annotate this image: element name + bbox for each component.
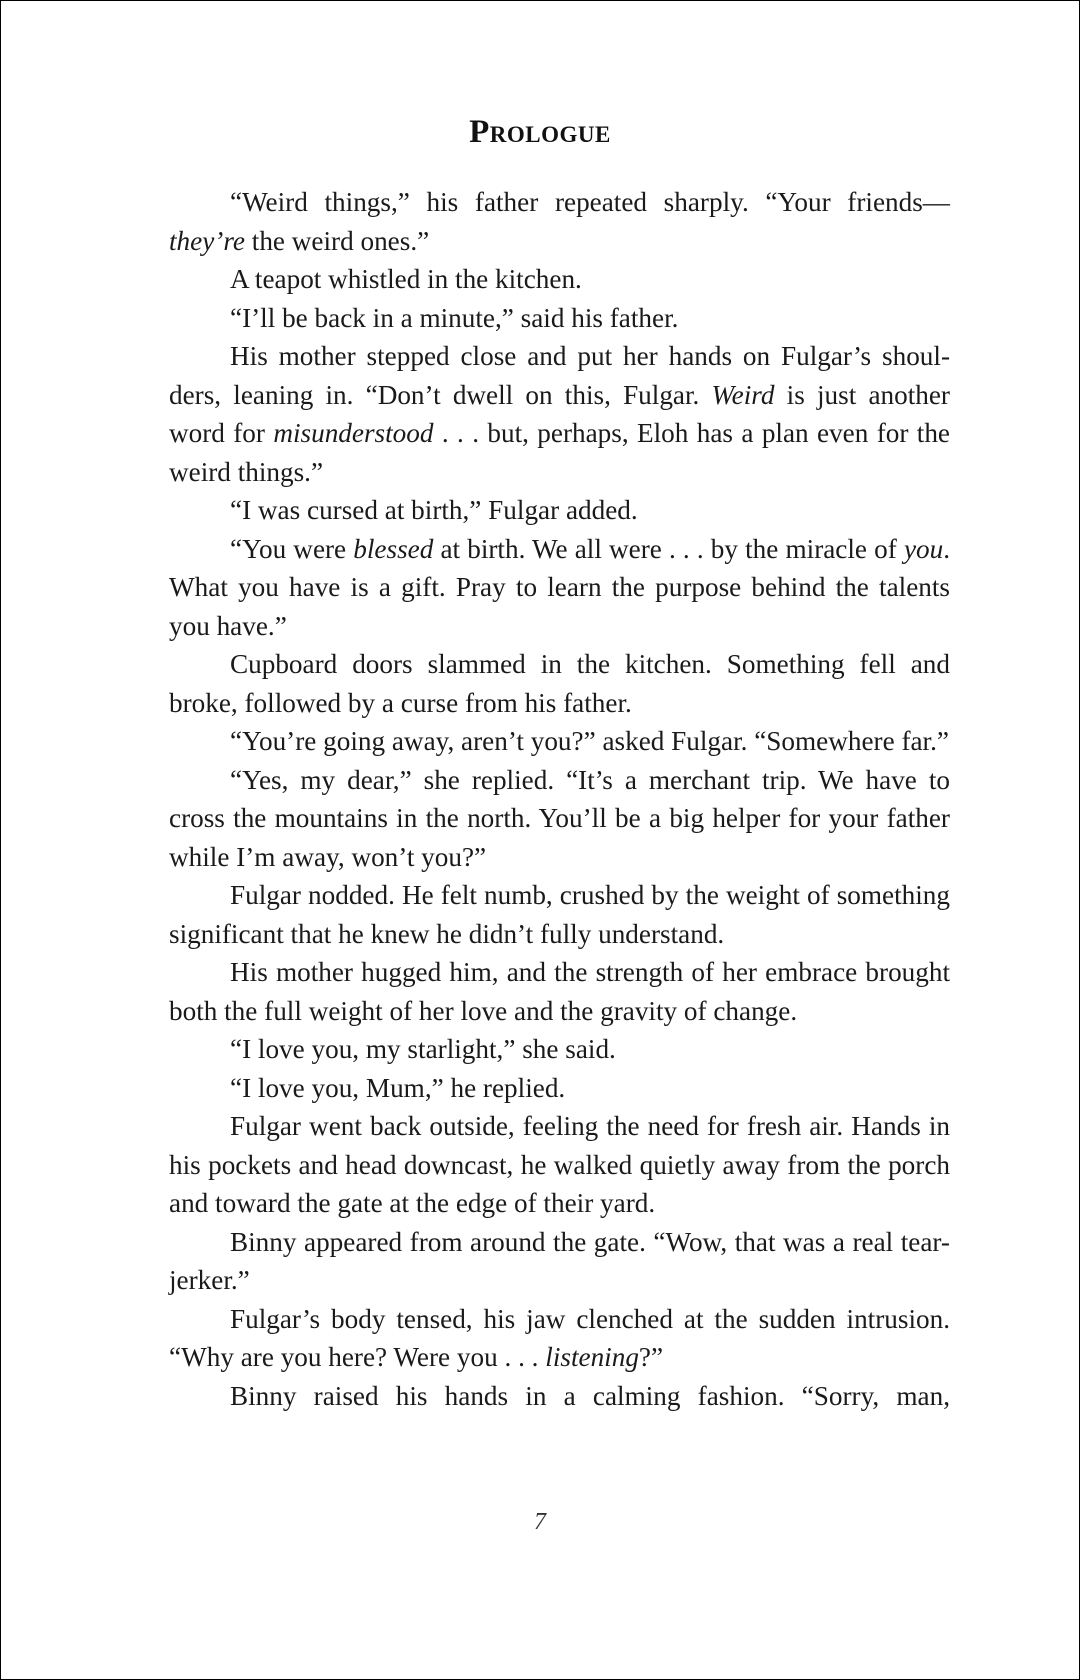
paragraph	[169, 1069, 950, 1108]
text-run: Binny raised his hands in a calming fashion. “Sorry, man,	[230, 1380, 950, 1411]
text-run: Fulgar nodded. He felt numb, crushed by the weight of something significant that he knew he didn’t fully understand.	[169, 880, 950, 949]
paragraph	[169, 1030, 950, 1069]
paragraph	[169, 491, 950, 530]
text-run: “I love you, my starlight,” she said.	[230, 1034, 616, 1064]
paragraph	[169, 876, 950, 953]
text-run: at birth. We all were . . . by the miracle of	[433, 533, 904, 564]
text-run: “You’re going away, aren’t you?” asked Fulgar. “Somewhere far.”	[230, 726, 949, 756]
italic-text: Weird	[711, 379, 775, 410]
text-run: His mother hugged him, and the strength of her embrace brought both the full weight of her love and the gravity of change.	[169, 957, 950, 1026]
paragraph	[169, 1107, 950, 1223]
text-run: Fulgar’s body tensed, his jaw clenched at the sudden intrusion. “Why are you here? Were you . . .	[169, 1303, 950, 1372]
text-run: is just another word for	[169, 379, 950, 448]
paragraph	[169, 1377, 950, 1416]
paragraph	[169, 1300, 950, 1377]
italic-text: blessed	[353, 533, 434, 564]
body-text	[169, 183, 950, 1415]
paragraph	[169, 183, 950, 260]
text-run: “You were	[230, 533, 354, 564]
text-run: “Weird things,” his father repeated sharply. “Your friends—	[230, 187, 950, 217]
paragraph	[169, 645, 950, 722]
text-run: the weird ones.”	[244, 225, 430, 256]
text-run: Binny appeared from around the gate. “Wow, that was a real tear-jerker.”	[169, 1226, 950, 1295]
text-run: “Yes, my dear,” she replied. “It’s a merchant trip. We have to cross the mountains in the north. You’ll be a big helper for your father while I’m away, won’t you?”	[169, 764, 950, 872]
italic-text: they’re	[169, 225, 245, 256]
text-run: Fulgar went back outside, feeling the need for fresh air. Hands in his pockets and head downcast, he walked quietly away from the porch and toward the gate at the edge of their yard.	[169, 1111, 950, 1218]
paragraph	[169, 722, 950, 761]
paragraph	[169, 299, 950, 338]
paragraph	[169, 530, 950, 646]
paragraph	[169, 761, 950, 877]
text-run: . . . but, perhaps, Eloh has a plan even for the weird things.”	[169, 418, 950, 487]
italic-text: misunderstood	[273, 418, 434, 448]
text-run: Cupboard doors slammed in the kitchen. Something fell and broke, followed by a curse from his father.	[169, 649, 950, 718]
text-run: “I love you, Mum,” he replied.	[230, 1072, 566, 1103]
text-run: His mother stepped close and put her hands on Fulgar’s shoulders, leaning in. “Don’t dwell on this, Fulgar.	[169, 341, 950, 410]
page-number: 7	[534, 1509, 546, 1535]
italic-text: listening	[545, 1342, 639, 1372]
text-run: ?”	[638, 1342, 664, 1372]
paragraph	[169, 953, 950, 1030]
paragraph	[169, 260, 950, 299]
text-run: “I’ll be back in a minute,” said his father.	[230, 302, 679, 333]
text-run: . What you have is a gift. Pray to learn the purpose behind the talents you have.”	[169, 533, 950, 641]
text-run: A teapot whistled in the kitchen.	[230, 264, 582, 294]
text-run: “I was cursed at birth,” Fulgar added.	[230, 495, 638, 525]
paragraph	[169, 1223, 950, 1300]
italic-text: you	[903, 533, 944, 564]
chapter-title: Prologue	[469, 114, 611, 150]
paragraph	[169, 337, 950, 491]
